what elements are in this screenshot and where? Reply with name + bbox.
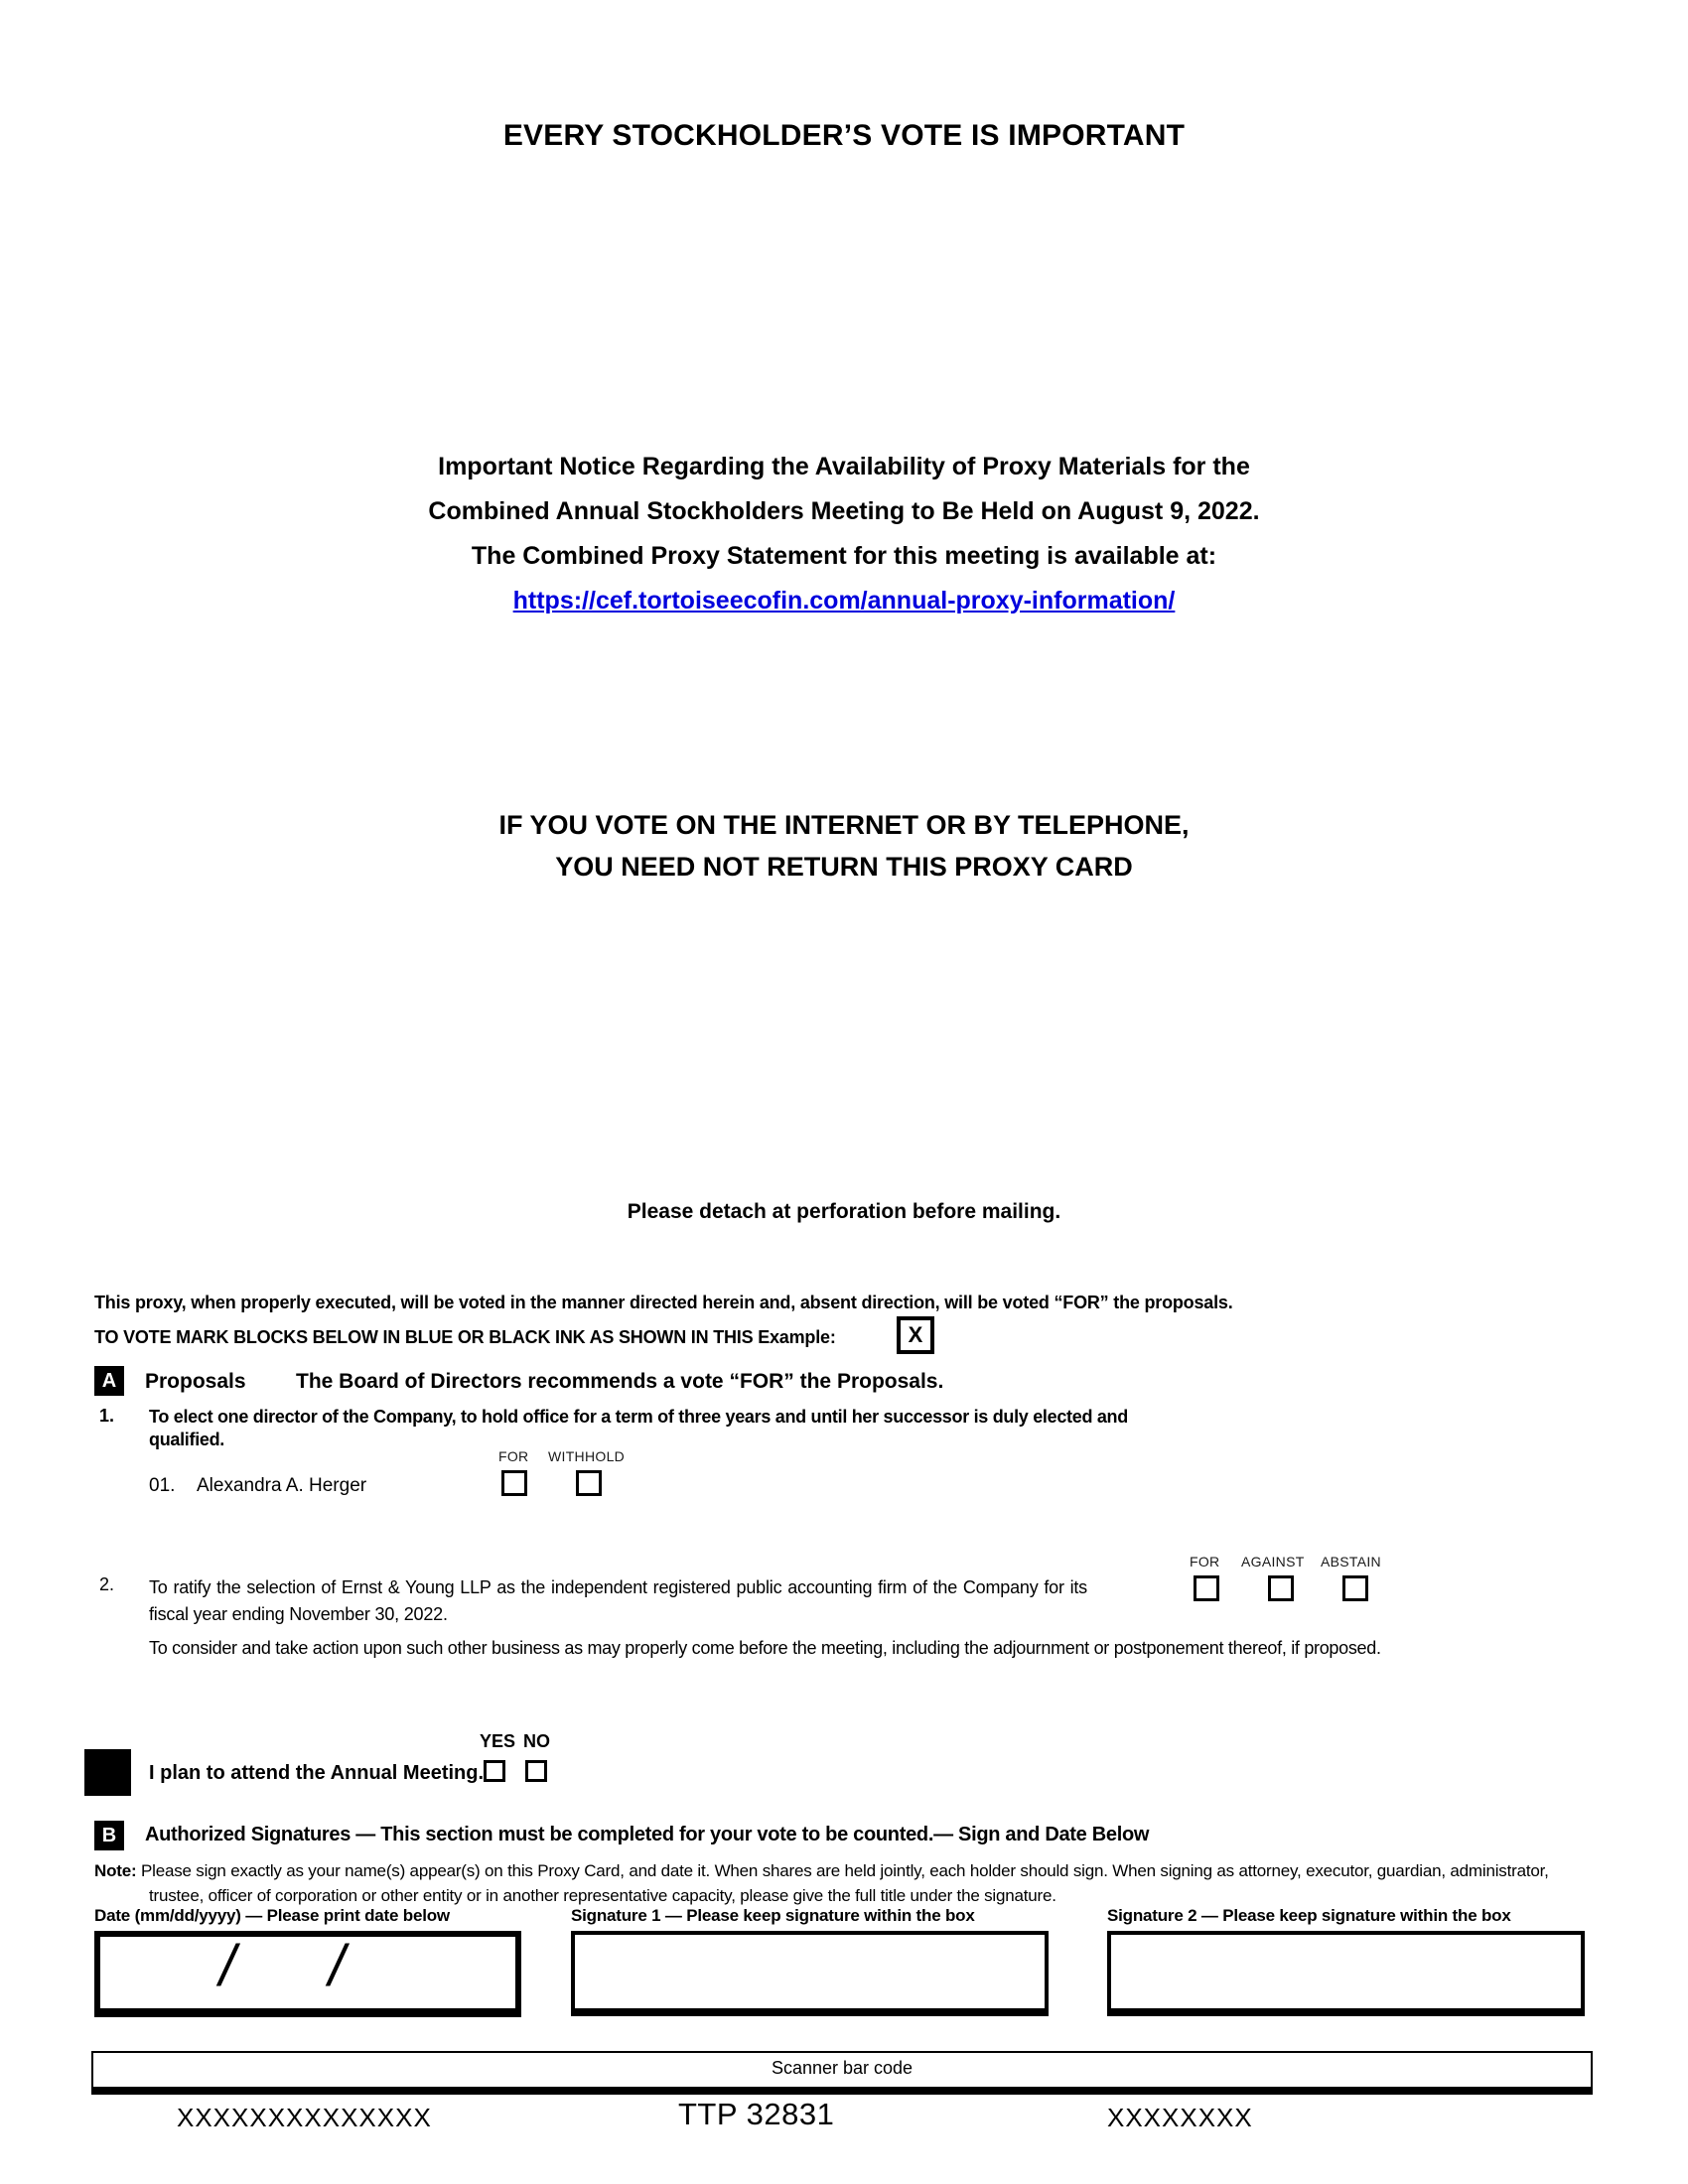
notice-line-1: Important Notice Regarding the Availability of Proxy Materials for the [438, 453, 1250, 480]
date-slash-1: / [219, 1934, 236, 1998]
section-b-badge: B [94, 1821, 124, 1850]
scanner-barcode-label: Scanner bar code [771, 2058, 914, 2078]
page-title: EVERY STOCKHOLDER’S VOTE IS IMPORTANT [502, 119, 1186, 152]
proposal-1-withhold-checkbox[interactable] [576, 1470, 602, 1496]
proposal-2-for-checkbox[interactable] [1194, 1575, 1219, 1601]
signature-1-label: Signature 1 — Please keep signature within the box [571, 1906, 975, 1925]
attendance-yes-checkbox[interactable] [484, 1760, 505, 1782]
note-text: Please sign exactly as your name(s) appear(s) on this Proxy Card, and date it. When shares are held jointly, each holder should sign. When signing as attorney, executor, guardian, administrator, trustee, officer of corporation or other entity or in another representative capacity, please give the full title under the signature. [136, 1861, 1549, 1905]
attendance-yes-label: YES [480, 1731, 516, 1751]
footer-form-code: TTP 32831 [678, 2097, 835, 2131]
notice-line-2: Combined Annual Stockholders Meeting to Be Held on August 9, 2022. [428, 497, 1260, 525]
proposal-2-abstain-label: ABSTAIN [1321, 1554, 1381, 1570]
nominee-name: Alexandra A. Herger [197, 1475, 367, 1496]
section-a-title: Proposals [145, 1370, 246, 1393]
proposal-2-abstain-checkbox[interactable] [1342, 1575, 1368, 1601]
vote-notice-line-1: IF YOU VOTE ON THE INTERNET OR BY TELEPHONE, [498, 810, 1190, 840]
footer-left-mask: XXXXXXXXXXXXXX [177, 2103, 432, 2132]
date-field-label: Date (mm/dd/yyyy) — Please print date below [94, 1906, 450, 1925]
attendance-no-label: NO [523, 1731, 550, 1751]
section-b-title: Authorized Signatures — This section must be completed for your vote to be counted.— Sign and Date Below [145, 1824, 1150, 1845]
proposal-2-text: To ratify the selection of Ernst & Young LLP as the independent registered public accounting firm of the Company for its fiscal year ending November 30, 2022. [149, 1577, 1087, 1624]
proposal-1-for-label: FOR [498, 1448, 529, 1464]
other-business-text: To consider and take action upon such other business as may properly come before the meeting, including the adjournment or postponement thereof, if proposed. [149, 1638, 1381, 1658]
scanner-barcode-box [91, 2051, 1593, 2095]
proposal-2-against-label: AGAINST [1241, 1554, 1305, 1570]
internet-telephone-notice [0, 804, 1688, 887]
nominee-number: 01. [149, 1475, 176, 1496]
attendance-marker-square [84, 1749, 131, 1796]
voting-direction-statement: This proxy, when properly executed, will be voted in the manner directed herein and, absent direction, will be voted “FOR” the proposals. [94, 1293, 1233, 1312]
date-input-box[interactable] [94, 1931, 521, 2017]
note-label: Note: [94, 1861, 137, 1880]
availability-notice [0, 445, 1688, 623]
proposal-1-for-checkbox[interactable] [501, 1470, 527, 1496]
attendance-no-checkbox[interactable] [525, 1760, 547, 1782]
mark-instruction: TO VOTE MARK BLOCKS BELOW IN BLUE OR BLACK INK AS SHOWN IN THIS Example: [94, 1327, 836, 1347]
signature-2-input-box[interactable] [1107, 1931, 1585, 2016]
board-recommendation: The Board of Directors recommends a vote “FOR” the Proposals. [296, 1370, 944, 1393]
proposal-2-number: 2. [99, 1574, 115, 1594]
detach-instruction: Please detach at perforation before mailing. [627, 1200, 1061, 1223]
proposal-2-against-checkbox[interactable] [1268, 1575, 1294, 1601]
attendance-statement: I plan to attend the Annual Meeting. [149, 1762, 485, 1784]
proposal-1-withhold-label: WITHHOLD [548, 1448, 626, 1464]
vote-notice-line-2: YOU NEED NOT RETURN THIS PROXY CARD [555, 852, 1133, 882]
signature-1-input-box[interactable] [571, 1931, 1049, 2016]
date-slash-2: / [329, 1934, 346, 1998]
proposal-1-number: 1. [99, 1406, 115, 1426]
notice-line-3: The Combined Proxy Statement for this meeting is available at: [471, 542, 1217, 570]
example-mark-box: X [897, 1316, 934, 1354]
signature-note [94, 1858, 1549, 1908]
footer-right-mask: XXXXXXXX [1107, 2103, 1253, 2132]
proposal-1-text: To elect one director of the Company, to hold office for a term of three years and until her successor is duly elected and qualified. [149, 1407, 1128, 1449]
proxy-info-link[interactable]: https://cef.tortoiseecofin.com/annual-proxy-information/ [512, 587, 1176, 614]
signature-2-label: Signature 2 — Please keep signature within the box [1107, 1906, 1511, 1925]
proposal-2-for-label: FOR [1190, 1554, 1220, 1570]
section-a-badge: A [94, 1366, 124, 1396]
